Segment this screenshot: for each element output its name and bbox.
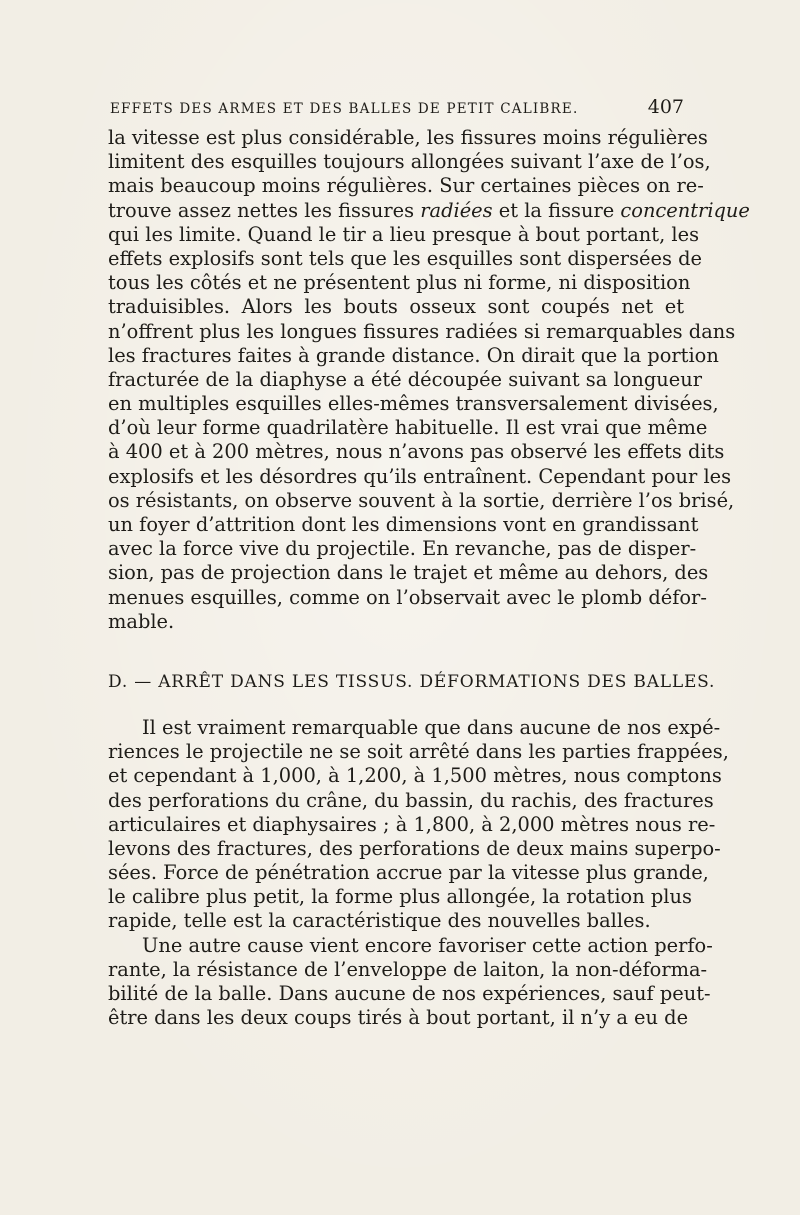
text-line: d’où leur forme quadrilatère habituelle. Il est vrai que même	[108, 416, 708, 440]
text-line: bilité de la balle. Dans aucune de nos expériences, sauf peut-	[108, 982, 711, 1005]
text-line: sées. Force de pénétration accrue par la vitesse plus grande,	[108, 861, 709, 885]
text-line: tous les côtés et ne présentent plus ni forme, ni disposition	[108, 271, 691, 295]
text-line: explosifs et les désordres qu’ils entraînent. Cependant pour les	[108, 464, 732, 488]
text-line: des perforations du crâne, du bassin, du rachis, des fractures	[108, 788, 714, 812]
section-heading: D. — ARRÊT DANS LES TISSUS. DÉFORMATIONS DES BALLES.	[108, 671, 716, 692]
text-line: la vitesse est plus considérable, les fissures moins régulières	[108, 126, 708, 149]
text-span: et la fissure	[498, 198, 615, 222]
text-line: mable.	[108, 609, 175, 633]
text-line: à 400 et à 200 mètres, nous n’avons pas observé les effets dits	[108, 440, 725, 464]
text-line: sion, pas de projection dans le trajet et même au dehors, des	[108, 561, 709, 585]
spacer	[108, 634, 684, 670]
text-line: qui les limite. Quand le tir a lieu presque à bout portant, les	[108, 222, 700, 246]
paragraph	[108, 126, 750, 634]
text-line: menues esquilles, comme on l’observait avec le plomb défor-	[108, 585, 707, 609]
text-line: levons des fractures, des perforations de deux mains superpo-	[108, 836, 721, 860]
text-line: rapide, telle est la caractéristique des nouvelles balles.	[108, 909, 651, 933]
text-line: traduisibles. Alors les bouts osseux sont coupés net et	[108, 295, 684, 319]
paragraph	[108, 933, 713, 1031]
text-line: et cependant à 1,000, à 1,200, à 1,500 mètres, nous comptons	[108, 764, 722, 788]
text-line: n’offrent plus les longues fissures radiées si remarquables dans	[108, 319, 736, 343]
text-line: effets explosifs sont tels que les esquilles sont dispersées de	[108, 246, 702, 270]
page-number: 407	[647, 96, 684, 118]
text-span: trouve assez nettes les fissures	[108, 198, 415, 222]
text-line: avec la force vive du projectile. En revanche, pas de disper-	[108, 537, 697, 561]
text-line: riences le projectile ne se soit arrêté dans les parties frappées,	[108, 740, 729, 764]
italic-term: concentrique	[620, 198, 750, 222]
italic-term: radiées	[420, 198, 493, 222]
text-line: fracturée de la diaphyse a été découpée suivant sa longueur	[108, 367, 702, 391]
spacer	[108, 694, 684, 716]
text-line: rante, la résistance de l’enveloppe de laiton, la non-déforma-	[108, 957, 708, 981]
text-line: Il est vraiment remarquable que dans aucune de nos expé-	[142, 715, 721, 739]
text-line: en multiples esquilles elles-mêmes transversalement divisées,	[108, 392, 719, 416]
text-line: mais beaucoup moins régulières. Sur certaines pièces on re-	[108, 174, 704, 198]
text-line: le calibre plus petit, la forme plus allongée, la rotation plus	[108, 885, 692, 909]
page-header	[110, 96, 684, 122]
text-line: un foyer d’attrition dont les dimensions vont en grandissant	[108, 513, 699, 536]
text-line: être dans les deux coups tirés à bout portant, il n’y a eu de	[108, 1006, 689, 1030]
text-line: limitent des esquilles toujours allongées suivant l’axe de l’os,	[108, 150, 711, 174]
body-text	[108, 126, 750, 1030]
text-line: os résistants, on observe souvent à la sortie, derrière l’os brisé,	[108, 488, 735, 512]
text-line: articulaires et diaphysaires ; à 1,800, à 2,000 mètres nous re-	[108, 812, 716, 836]
text-line	[108, 198, 750, 223]
paragraph	[108, 715, 729, 934]
running-head: EFFETS DES ARMES ET DES BALLES DE PETIT CALIBRE.	[110, 101, 579, 117]
text-line: les fractures faites à grande distance. On dirait que la portion	[108, 343, 719, 367]
text-line: Une autre cause vient encore favoriser cette action perfo-	[142, 933, 713, 957]
